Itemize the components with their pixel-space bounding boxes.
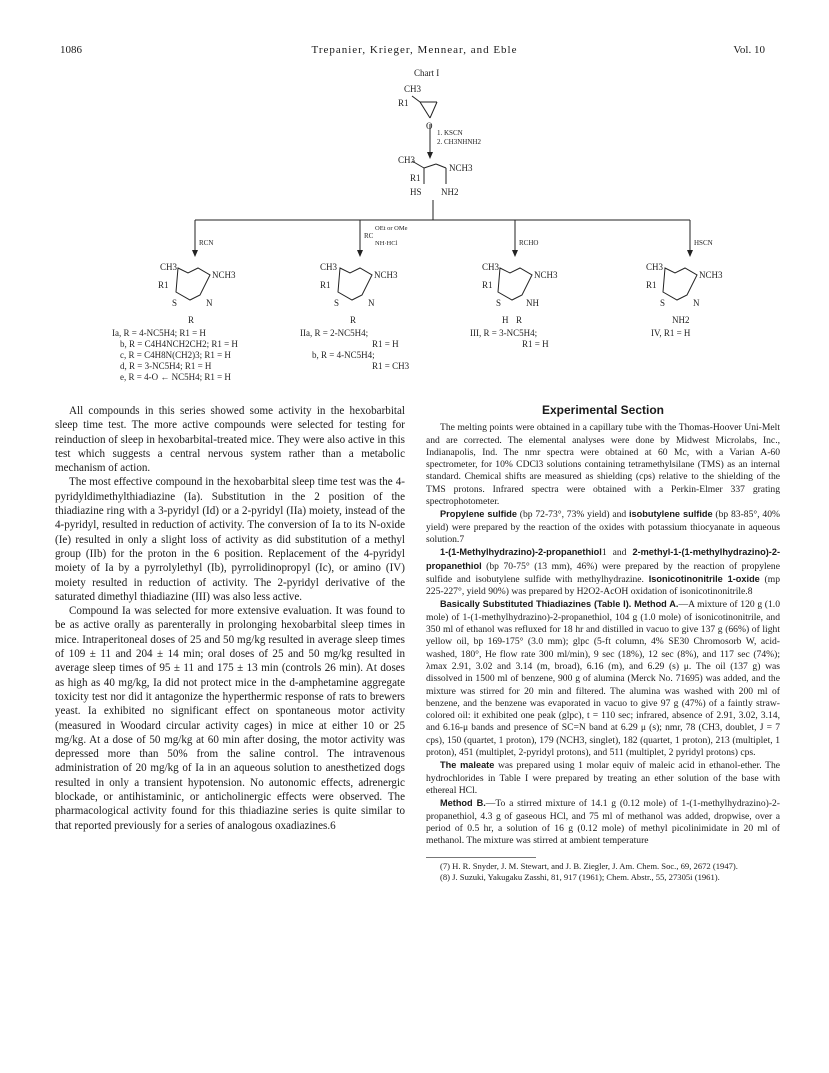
- branch2-reagent-c: NH·HCl: [375, 240, 398, 247]
- structure-iii-nch3: NCH3: [534, 270, 558, 280]
- start-r1: R1: [398, 98, 409, 108]
- footnote-rule: [426, 857, 536, 858]
- structure-ii-ch3: CH3: [320, 262, 338, 272]
- epoxide-bond: [430, 102, 437, 118]
- bold-term: 2-methyl-1-(1-methylhydrazino)-2-propanethiol: [426, 547, 780, 571]
- structure-i-ch3: CH3: [160, 262, 178, 272]
- reagent-1: 1. KSCN: [437, 129, 463, 137]
- structure-iii: [482, 262, 558, 325]
- intermediate-nch3: NCH3: [449, 163, 473, 173]
- structure-iii-nh: NH: [526, 298, 539, 308]
- branch2-reagent-b: RC: [364, 232, 374, 240]
- intermediate-nh2: NH2: [441, 187, 459, 197]
- structure-iv-ch3: CH3: [646, 262, 664, 272]
- bold-term: The maleate: [440, 760, 495, 771]
- structure-iii-s: S: [496, 298, 502, 308]
- structure-iv-r1: R1: [646, 280, 657, 290]
- label-ic: c, R = C4H8N(CH2)3; R1 = H: [120, 350, 231, 360]
- left-column: [55, 404, 405, 833]
- paragraph: [426, 598, 780, 759]
- structure-iii-ch3: CH3: [482, 262, 500, 272]
- structure-iv-s: S: [660, 298, 666, 308]
- structure-ii-r1: R1: [320, 280, 331, 290]
- label-iv: IV, R1 = H: [651, 328, 691, 338]
- label-iia: IIa, R = 2-NC5H4;: [300, 328, 369, 338]
- structure-i-s: S: [172, 298, 178, 308]
- paragraph: [426, 759, 780, 797]
- paragraph: [426, 508, 780, 546]
- structure-i-n: N: [206, 298, 213, 308]
- label-iii-r1: R1 = H: [522, 339, 549, 349]
- paragraph: The melting points were obtained in a capillary tube with the Thomas-Hoover Uni-Melt and are corrected. The elemental analyses were done by Midwest Microlabs, Inc., Indianapolis, Ind. The nmr spectra were obtained at 60 Mc, with a Varian A-60 spectrometer, for 10% CDCl3 solutions containing tetramethylsilane (TMS) as an internal standard. Chemical shifts are measured as shielding (cps) relative to the shielding of the TMS protons. Infrared spectra were obtained with a Perkin-Elmer 337 grating spectrophotometer.: [426, 422, 780, 508]
- structure-ii: [320, 262, 398, 325]
- bold-term: 1-(1-Methylhydrazino)-2-propanethiol: [440, 547, 602, 558]
- text-run: —A mixture of 120 g (1.0 mole) of 1-(1-methylhydrazino)-2-propanethiol, 104 g (1.0 mole) of isonicotinonitrile, and 350 ml of ethanol was refluxed for 18 hr and distilled in vacuo to give 137 g (66%) of light yellow oil, bp 169-175° (3.0 mm); glpc (5-ft column, 4% SE30 Chromosorb W, acid-washed, 180°, He flow rate 300 ml/min), 9 sec (18%), 12 sec (8%), and 117 sec (74%); λmax 2.91, 3.02 and 3.14 (m, broad), 6.16 (m), and 6.29 (s) μ. The oil (137 g) was dissolved in 1500 ml of benzene, 900 g of alumina (Merck No. 71695) was added, and the mixture was stirred for 20 min and filtered. The alumina was washed with 200 ml of benzene, and the benzene was evaporated in vacuo to give 97 g (47%) of a faintly straw-colored oil: it exhibited one peak (glpc), t = 110 sec; infrared, absence of 2.91, 3.02, 3.14, and 6.16-μ bands and presence of SC=N band at 6.29 μ (s); nmr, 78 (CH3, doublet, J = 7 cps), 150 (quartet, 1 proton), 179 (NCH3, singlet), 182 (quartet, 1 proton), 213 (multiplet, 1 proton), 451 (multiplet, 2-pyridyl protons), and 511 (multiplet, 2 pyridyl protons) cps.: [426, 599, 780, 759]
- structure-i-r1: R1: [158, 280, 169, 290]
- intermediate-bond: [436, 164, 446, 168]
- text-run: (bp 83-85°, 40% yield) were prepared by the reaction of the oxides with potassium thiocyanate in aqueous solution.7: [426, 509, 780, 545]
- volume-label: Vol. 10: [733, 44, 765, 56]
- structure-i-r: R: [188, 315, 195, 325]
- structure-iii-r: R: [516, 315, 523, 325]
- branch3-reagent: RCHO: [519, 239, 539, 247]
- bold-term: Method B.: [440, 798, 486, 809]
- branch2-reagent-a: OEt or OMe: [375, 225, 408, 232]
- intermediate-hs: HS: [410, 187, 422, 197]
- structure-iv-nch3: NCH3: [699, 270, 723, 280]
- reaction-scheme: [0, 60, 829, 390]
- label-ib: b, R = C4H4NCH2CH2; R1 = H: [120, 339, 238, 349]
- text-run: (bp 72-73°, 73% yield) and: [516, 509, 629, 521]
- structure-i: [158, 262, 236, 325]
- branch4-reagent: HSCN: [694, 239, 713, 247]
- running-header: [0, 44, 829, 58]
- text-run: (mp 225-227°, yield 90%) was prepared by H2O2-AcOH oxidation of isonicotinonitrile.8: [426, 573, 780, 598]
- bold-term: isobutylene sulfide: [628, 509, 713, 520]
- bold-term: Basically Substituted Thiadiazines (Table I). Method A.: [440, 599, 679, 610]
- page-number: 1086: [60, 44, 82, 56]
- text-run: was prepared using 1 molar equiv of maleic acid in ethanol-ether. The hydrochlorides in Table I were prepared by treating an ether solution of the base with ethereal HCl.: [426, 760, 780, 796]
- paragraph: [426, 797, 780, 847]
- label-iib-r1: R1 = CH3: [372, 361, 410, 371]
- structure-ii-nch3: NCH3: [374, 270, 398, 280]
- intermediate-ch3: CH3: [398, 155, 416, 165]
- start-ch3: CH3: [404, 84, 422, 94]
- paragraph: All compounds in this series showed some activity in the hexobarbital sleep time test. The more active compounds were selected for testing for reinduction of sleep in hexobarbital-treated mice. They were also active in this test which suggests a central nervous system rather than a metabolic mechanism of action.: [55, 405, 405, 475]
- structure-iv-n: N: [693, 298, 700, 308]
- structure-iv-nh2: NH2: [672, 315, 690, 325]
- epoxide-bond: [420, 102, 430, 118]
- label-iii: III, R = 3-NC5H4;: [470, 328, 538, 338]
- right-column: [426, 404, 780, 883]
- epoxide-bond: [412, 96, 420, 102]
- arrowheads: [192, 152, 693, 257]
- footnote: (7) H. R. Snyder, J. M. Stewart, and J. B. Ziegler, J. Am. Chem. Soc., 69, 2672 (1947).: [440, 861, 738, 872]
- running-title: Trepanier, Krieger, Mennear, and Eble: [311, 44, 518, 56]
- bold-term: Isonicotinonitrile 1-oxide: [648, 573, 760, 584]
- chart-title: Chart I: [414, 68, 440, 78]
- reagent-2: 2. CH3NHNH2: [437, 138, 481, 146]
- label-id: d, R = 3-NC5H4; R1 = H: [120, 361, 212, 371]
- structure-ii-n: N: [368, 298, 375, 308]
- scheme-lines: [195, 96, 690, 253]
- section-heading: Experimental Section: [541, 403, 665, 417]
- structure-iv: [646, 262, 723, 325]
- structure-i-nch3: NCH3: [212, 270, 236, 280]
- branch1-reagent: RCN: [199, 239, 214, 247]
- text-run: (bp 70-75° (13 mm), 46%) were prepared by the reaction of propylene sulfide and isobutylene sulfide with methylhydrazine.: [426, 560, 780, 585]
- structure-iii-r1: R1: [482, 280, 493, 290]
- paragraph: [426, 546, 780, 598]
- label-ie: e, R = 4-O ← NC5H4; R1 = H: [120, 372, 231, 382]
- text-run: 1 and: [601, 547, 633, 559]
- structure-ii-r: R: [350, 315, 357, 325]
- label-iib: b, R = 4-NC5H4;: [312, 350, 375, 360]
- compound-labels: [112, 328, 691, 382]
- paragraph: Compound Ia was selected for more extensive evaluation. It was found to be as active orally as parenterally in prolonging hexobarbital sleep times in mice. Intraperitoneal doses of 25 and 50 mg/kg resulted in average sleep times of 109 ± 11 and 204 ± 14 min; oral doses of 25 and 50 mg/kg resulted in average sleep times of 95 ± 11 and 175 ± 13 min (controls 26 min). At doses as high as 40 mg/kg, Ia did not protect mice in the d-amphetamine aggregate toxicity test nor did it antagonize the hyperthermic response of rats to brewers yeast. Ia exhibited no significant effect on spontaneous motor activity (measured in Woodard circular activity cages) in mice at either 10 or 25 mg/kg. At a dose of 50 mg/kg at 60 min after dosing, the motor activity was depressed more than 50% from the saline control. The intravenous administration of 20 mg/kg of Ia in an aqueous solution to anesthetized dogs resulted in only a transient hypotension. No autonomic effects, adrenergic blockade, or antihistaminic, or anticholinergic effects were observed. The pharmacological activity found for this thiadiazine series is quite similar to that reported previously for a series of analogous oxadiazines.6: [55, 605, 405, 832]
- footnote: (8) J. Suzuki, Yakugaku Zasshi, 81, 917 (1961); Chem. Abstr., 55, 27305i (1961).: [440, 872, 720, 883]
- label-ia: Ia, R = 4-NC5H4; R1 = H: [112, 328, 206, 338]
- intermediate-bond: [424, 164, 436, 168]
- text-run: —To a stirred mixture of 14.1 g (0.12 mole) of 1-(1-methylhydrazino)-2-propanethiol, 4.3 g of gaseous HCl, and 75 ml of methanol was added, dropwise, over a period of 0.5 hr, a solution of 16 g (0.12 mole) of methyl picolinimidate in 20 ml of methanol. The mixture was stirred at ambient temperature: [426, 798, 780, 847]
- structure-iii-h: H: [502, 315, 509, 325]
- paragraph: The most effective compound in the hexobarbital sleep time test was the 4-pyridyldimethylthiadiazine (Ia). Substitution in the 2 position of the thiadiazine ring with a 3-pyridyl (Id) or a 2-pyridyl (IIa) moiety, instead of the 4-pyridyl, resulted in reduction of activity. The conversion of Ia to its N-oxide (Ie) resulted in only a slight loss of activity as did substitution of a methyl group (IIb) for the proton in the 6 position. Replacement of the 4-pyridyl moiety of Ia by a pyrrolylethyl (Ib), pyrrolidinopropyl (Ic), or amino (IV) moiety resulted in reduction of activity. The 2-pyridyl derivative of the saturated dimethyl thiadiazine (III) was also less active.: [55, 476, 405, 603]
- structure-ii-s: S: [334, 298, 340, 308]
- intermediate-r1: R1: [410, 173, 421, 183]
- bold-term: Propylene sulfide: [440, 509, 517, 520]
- label-iia-r1: R1 = H: [372, 339, 399, 349]
- start-o: O: [426, 121, 433, 131]
